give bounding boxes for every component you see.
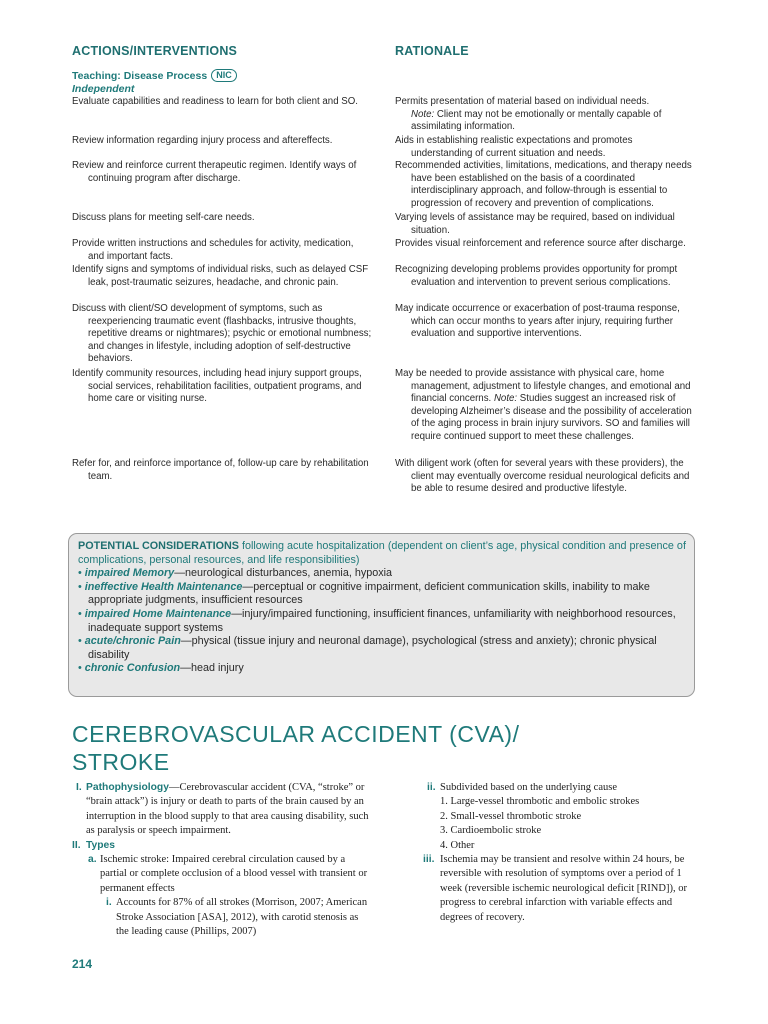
action-text: Discuss with client/SO development of symptoms, such as reexperiencing traumatic event (flashbacks, intrusive thoughts, repetitive dreams or nightmares); psychic or emotional numbness; and changes in lifestyle, including adoption of self-destructive behaviors.	[72, 303, 372, 365]
rationale-text: Provides visual reinforcement and reference source after discharge.	[395, 238, 686, 249]
rationale-text: May be needed to provide assistance with physical care, home management, adjustment to lifestyle changes, and emotional and financial concerns. Note: Studies suggest an increased risk of developing Alzheimer’s disease and the possibility of acceleration of the aging process in brain injury survivors. SO and families will require continued support to meet these challenges.	[395, 368, 692, 442]
rationale-text: Aids in establishing realistic expectations and promotes understanding of current situation and needs.	[395, 135, 633, 159]
action-text: Review information regarding injury process and aftereffects.	[72, 135, 333, 146]
outline-item-a: a. Ischemic stroke: Impaired cerebral circulation caused by a partial or complete occlusion of a blood vessel with transient or permanent effects	[88, 854, 368, 894]
consideration-item: • acute/chronic Pain—physical (tissue injury and neuronal damage), psychological (stress and anxiety); chronic physical disability	[78, 635, 657, 661]
consideration-item: • ineffective Health Maintenance—perceptual or cognitive impairment, deficient communication skills, inability to make appropriate judgments, insufficient resources	[78, 580, 650, 607]
rationale-text: Recognizing developing problems provides opportunity for prompt evaluation and intervention to prevent serious complications.	[395, 264, 678, 288]
consideration-item: • impaired Home Maintenance—injury/impaired functioning, insufficient finances, unfamiliarity with neighborhood resources, inadequate support systems	[78, 607, 676, 634]
consideration-item: • chronic Confusion—head injury	[78, 662, 244, 675]
action-text: Provide written instructions and schedules for activity, medication, and important facts.	[72, 238, 354, 262]
actions-column-header: ACTIONS/INTERVENTIONS	[72, 44, 238, 58]
rationale-text: With diligent work (often for several years with these providers), the client may eventually overcome residual neurological deficits and be able to resume desired and productive lifestyle.	[395, 458, 690, 495]
outline-item-a-i: i. Accounts for 87% of all strokes (Morrison, 2007; American Stroke Association [ASA], 2012), with carotid stenosis as the leading cause (Phillips, 2007)	[106, 897, 368, 938]
outline-right-column	[395, 781, 697, 925]
action-text: Identify signs and symptoms of individual risks, such as delayed CSF leak, post-traumatic seizures, headache, and chronic pain.	[72, 264, 369, 288]
outline-item-ii: II. Types	[72, 839, 115, 851]
nic-badge: NIC	[211, 69, 237, 82]
considerations-intro: POTENTIAL CONSIDERATIONS following acute hospitalization (dependent on client’s age, physical condition and presence of complications, personal resources, and life responsibilities)	[78, 540, 686, 566]
outline-item-a-iii: iii. Ischemia may be transient and resolve within 24 hours, be reversible with resolution of symptoms over a period of 1 week (reversible ischemic neurological deficit [RIND]), or progress to cerebral infarction with variable effects and degrees of recovery.	[423, 854, 687, 923]
consideration-item: • impaired Memory—neurological disturbances, anemia, hypoxia	[78, 567, 393, 580]
outline-left-column	[72, 781, 372, 939]
subtype-item: 4. Other	[440, 839, 475, 851]
section-subtitle: Independent	[72, 83, 135, 95]
subtype-item: 3. Cardioembolic stroke	[440, 825, 542, 837]
rationale-text: Permits presentation of material based on individual needs. Note: Client may not be emotionally or mentally capable of assimilating information.	[395, 96, 662, 133]
rationale-text: May indicate occurrence or exacerbation of post-trauma response, which can occur months to years after injury, requiring further evaluation and supportive interventions.	[395, 303, 680, 340]
action-text: Refer for, and reinforce importance of, follow-up care by rehabilitation team.	[72, 458, 369, 482]
potential-considerations-box	[68, 533, 695, 697]
section-title: Teaching: Disease Process	[72, 70, 208, 82]
outline-item-a-ii: ii. Subdivided based on the underlying cause	[427, 782, 618, 793]
action-text: Review and reinforce current therapeutic regimen. Identify ways of continuing program after discharge.	[72, 160, 357, 184]
rationale-text: Recommended activities, limitations, medications, and therapy needs have been established on the basis of a coordinated interdisciplinary approach, and follow-through is essential to progression of recovery and prevention of complications.	[395, 160, 692, 209]
rationale-column-header: RATIONALE	[395, 44, 469, 58]
outline-item-i: I. Pathophysiology—Cerebrovascular accident (CVA, “stroke” or “brain attack”) is injury or death to parts of the brain caused by an interruption in the blood supply to that area causing disability, such as paralysis or speech impairment.	[76, 782, 369, 837]
subtype-item: 2. Small-vessel thrombotic stroke	[440, 810, 582, 822]
section-heading	[72, 69, 237, 82]
page-number: 214	[72, 957, 93, 971]
subtype-item: 1. Large-vessel thrombotic and embolic strokes	[440, 796, 640, 808]
action-text: Evaluate capabilities and readiness to learn for both client and SO.	[72, 96, 358, 107]
action-text: Identify community resources, including head injury support groups, social services, rehabilitation facilities, outpatient programs, and home care or visiting nurse.	[72, 368, 362, 405]
chapter-title: CEREBROVASCULAR ACCIDENT (CVA)/ STROKE	[72, 721, 520, 775]
subtype-list	[395, 795, 697, 853]
rationale-text: Varying levels of assistance may be required, based on individual situation.	[395, 212, 675, 236]
action-text: Discuss plans for meeting self-care needs.	[72, 212, 255, 223]
